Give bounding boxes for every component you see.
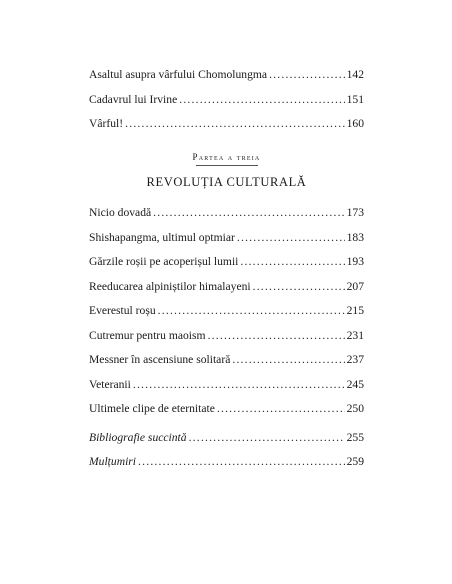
toc-leader-dots	[133, 378, 345, 392]
toc-entry-page: 245	[346, 377, 364, 391]
toc-entry	[89, 68, 364, 82]
toc-list-part3	[89, 206, 364, 416]
toc-entry-page: 207	[346, 279, 364, 293]
toc-entry-title: Vârful!	[89, 117, 124, 130]
toc-leader-dots	[269, 68, 345, 82]
toc-entry-title: Asaltul asupra vârfului Chomolungma	[89, 68, 268, 81]
toc-entry-page: 259	[346, 455, 364, 468]
toc-entry	[89, 206, 364, 220]
toc-entry	[89, 255, 364, 269]
toc-entry-page: 142	[346, 68, 364, 81]
toc-leader-dots	[179, 93, 344, 107]
toc-leader-dots	[217, 402, 345, 416]
toc-leader-dots	[253, 280, 345, 294]
toc-entry-page: 250	[346, 402, 364, 415]
toc-leader-dots	[232, 353, 344, 367]
toc-entry	[89, 455, 364, 469]
toc-entry-title: Nicio dovadă	[89, 206, 152, 219]
toc-entry-title: Mulțumiri	[89, 455, 137, 468]
toc-list-back-matter	[89, 431, 364, 470]
toc-leader-dots	[138, 455, 345, 469]
toc-entry-title: Everestul roșu	[89, 304, 156, 317]
toc-entry-title: Veteranii	[89, 377, 131, 391]
toc-leader-dots	[153, 206, 344, 220]
toc-entry-page: 215	[346, 304, 364, 317]
toc-entry	[89, 231, 364, 245]
toc-leader-dots	[240, 255, 344, 269]
toc-entry-title: Shishapangma, ultimul optmiar	[89, 230, 235, 244]
toc-entry-page: 237	[346, 353, 364, 366]
toc-entry	[89, 378, 364, 392]
toc-leader-dots	[189, 431, 345, 445]
toc-entry-page: 160	[346, 117, 364, 130]
toc-entry-page: 231	[346, 328, 364, 342]
toc-entry-title: Bibliografie succintă	[89, 430, 187, 444]
toc-entry-title: Ultimele clipe de eternitate	[89, 402, 215, 415]
part-divider-rule	[196, 165, 258, 166]
toc-entry-page: 183	[346, 230, 364, 244]
toc-entry	[89, 93, 364, 107]
toc-entry-title: Messner în ascensiune solitară	[89, 353, 231, 366]
toc-entry-title: Reeducarea alpiniștilor himalayeni	[89, 279, 251, 293]
toc-entry	[89, 402, 364, 416]
toc-entry	[89, 117, 364, 131]
toc-entry	[89, 329, 364, 343]
toc-entry	[89, 280, 364, 294]
toc-leader-dots	[237, 231, 345, 245]
part-label: Partea a treia	[192, 152, 261, 162]
toc-leader-dots	[208, 329, 345, 343]
toc-leader-dots	[125, 117, 344, 131]
toc-list-part2-end	[89, 68, 364, 131]
toc-leader-dots	[158, 304, 345, 318]
toc-entry	[89, 304, 364, 318]
toc-entry-title: Cutremur pentru maoism	[89, 328, 206, 342]
toc-entry-page: 193	[346, 255, 364, 268]
toc-entry-title: Cadavrul lui Irvine	[89, 92, 178, 106]
toc-entry	[89, 431, 364, 445]
toc-entry-page: 173	[346, 206, 364, 219]
toc-entry-page: 151	[346, 92, 364, 106]
toc-entry	[89, 353, 364, 367]
toc-entry-title: Gărzile roșii pe acoperișul lumii	[89, 255, 239, 268]
toc-entry-page: 255	[346, 430, 364, 444]
part-title: REVOLUȚIA CULTURALĂ	[146, 175, 307, 189]
